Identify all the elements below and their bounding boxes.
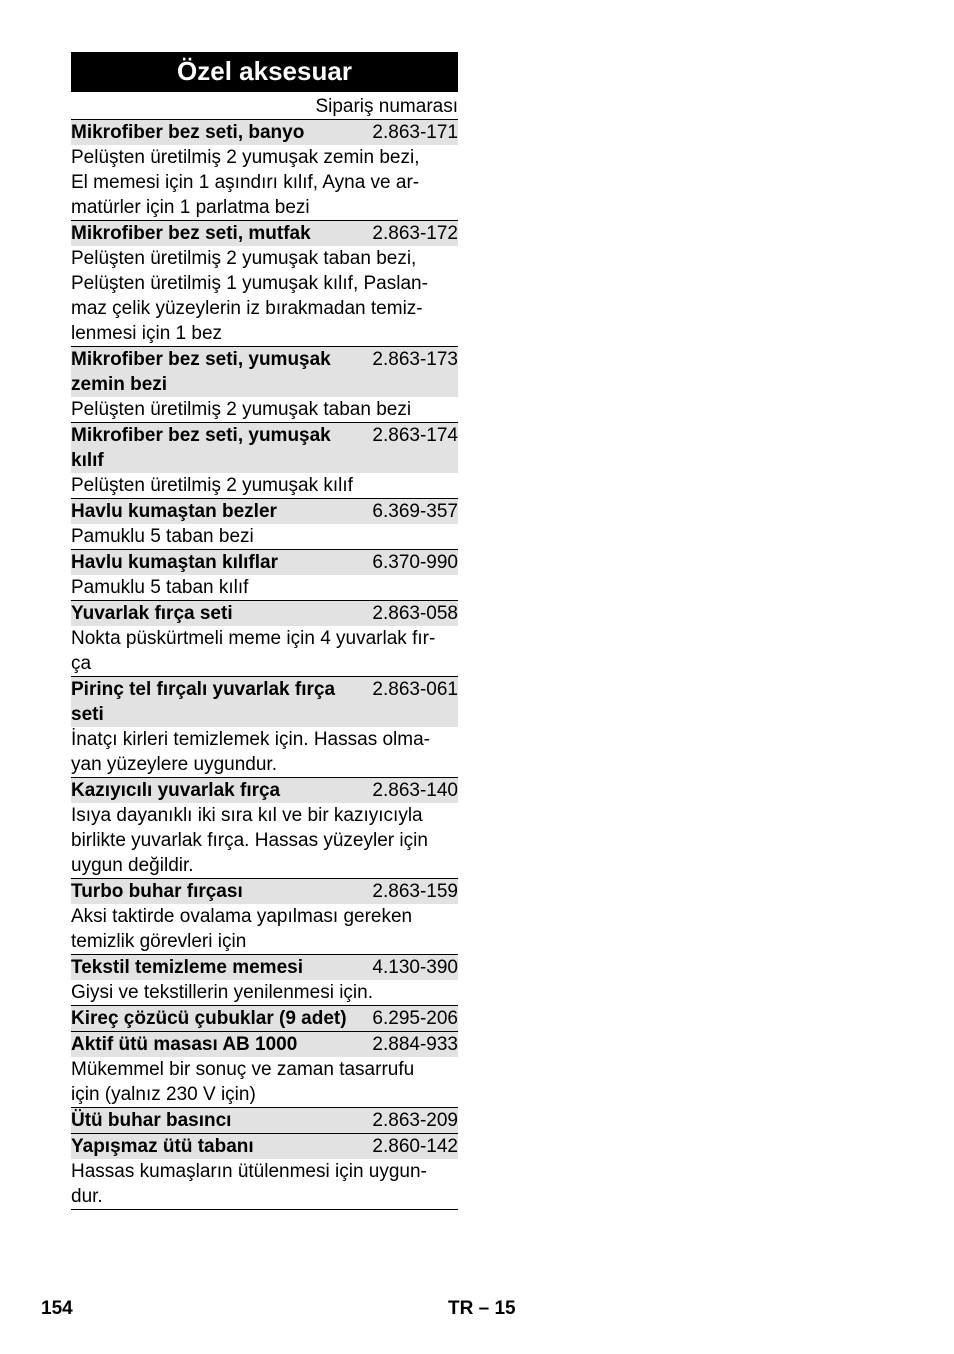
order-number: 2.863-171 (372, 122, 458, 143)
accessory-name: Pirinç tel fırçalı yuvarlak fırça seti (71, 679, 336, 725)
accessory-item (71, 347, 458, 423)
accessory-item-header (71, 120, 458, 145)
accessory-item (71, 601, 458, 677)
accessory-item (71, 499, 458, 550)
order-number-header: Sipariş numarası (71, 92, 458, 120)
order-number: 2.863-159 (372, 881, 458, 902)
accessory-name: Mikrofiber bez seti, banyo (71, 122, 305, 143)
accessory-item (71, 1006, 458, 1032)
accessory-name: Tekstil temizleme memesi (71, 957, 303, 978)
accessory-item-header (71, 1006, 458, 1031)
accessory-name: Turbo buhar fırçası (71, 881, 243, 902)
accessory-item-header (71, 778, 458, 803)
accessory-description-line: için (yalnız 230 V için) (71, 1084, 256, 1105)
accessory-description-line: Hassas kumaşların ütülenmesi için uygun- (71, 1161, 427, 1182)
accessory-description-line: Pelüşten üretilmiş 2 yumuşak taban bezi, (71, 248, 417, 269)
accessory-description-line: yan yüzeylere uygundur. (71, 754, 277, 775)
accessory-item-header (71, 550, 458, 575)
accessory-name: Ütü buhar basıncı (71, 1110, 232, 1131)
accessory-name: Havlu kumaştan bezler (71, 501, 277, 522)
section-label: TR – 15 (448, 1298, 516, 1319)
page-number: 154 (41, 1298, 73, 1319)
accessory-column (71, 52, 458, 1210)
accessory-name: Mikrofiber bez seti, yumuşak zemin bezi (71, 349, 331, 395)
accessory-name: Mikrofiber bez seti, mutfak (71, 223, 311, 244)
order-number: 2.860-142 (372, 1136, 458, 1157)
accessory-list (71, 120, 458, 1210)
order-number: 2.863-173 (372, 349, 458, 370)
order-number: 2.863-061 (372, 679, 458, 700)
order-number: 2.863-209 (372, 1110, 458, 1131)
accessory-item (71, 778, 458, 879)
accessory-description-line: Pelüşten üretilmiş 2 yumuşak kılıf (71, 475, 353, 496)
accessory-description-line: maz çelik yüzeylerin iz bırakmadan temiz- (71, 298, 423, 319)
accessory-name: Kazıyıcılı yuvarlak fırça (71, 780, 281, 801)
accessory-item-header (71, 347, 458, 397)
order-number: 2.884-933 (372, 1034, 458, 1055)
accessory-item (71, 120, 458, 221)
accessory-item-header (71, 1134, 458, 1159)
accessory-description-line: Giysi ve tekstillerin yenilenmesi için. (71, 982, 373, 1003)
order-number: 6.295-206 (372, 1008, 458, 1029)
accessory-description-line: Nokta püskürtmeli meme için 4 yuvarlak fır- (71, 628, 436, 649)
accessory-description-line: ça (71, 653, 92, 674)
order-number: 6.369-357 (372, 501, 458, 522)
accessory-item-header (71, 677, 458, 727)
accessory-item (71, 1134, 458, 1210)
accessory-name: Yapışmaz ütü tabanı (71, 1136, 254, 1157)
accessory-item (71, 423, 458, 499)
accessory-description-line: temizlik görevleri için (71, 931, 247, 952)
accessory-description-line: Pamuklu 5 taban kılıf (71, 577, 249, 598)
accessory-item-header (71, 1108, 458, 1133)
accessory-description-line: Pelüşten üretilmiş 2 yumuşak taban bezi (71, 399, 412, 420)
accessory-description-line: lenmesi için 1 bez (71, 323, 223, 344)
accessory-description-line: uygun değildir. (71, 855, 194, 876)
accessory-description-line: Pelüşten üretilmiş 1 yumuşak kılıf, Paslan- (71, 273, 428, 294)
accessory-description-line: El memesi için 1 aşındırı kılıf, Ayna ve ar- (71, 172, 420, 193)
accessory-item-header (71, 423, 458, 473)
accessory-description-line: İnatçı kirleri temizlemek için. Hassas olma- (71, 729, 430, 750)
accessory-item (71, 550, 458, 601)
page-title: Özel aksesuar (71, 52, 458, 92)
accessory-item-header (71, 221, 458, 246)
accessory-description-line: dur. (71, 1186, 103, 1207)
accessory-description-line: Pamuklu 5 taban bezi (71, 526, 254, 547)
accessory-item (71, 1032, 458, 1108)
accessory-description-line: birlikte yuvarlak fırça. Hassas yüzeyler için (71, 830, 428, 851)
accessory-item-header (71, 1032, 458, 1057)
accessory-description-line: matürler için 1 parlatma bezi (71, 197, 310, 218)
accessory-item-header (71, 601, 458, 626)
accessory-item-header (71, 879, 458, 904)
accessory-description-line: Mükemmel bir sonuç ve zaman tasarrufu (71, 1059, 415, 1080)
accessory-name: Kireç çözücü çubuklar (9 adet) (71, 1008, 347, 1029)
accessory-description-line: Isıya dayanıklı iki sıra kıl ve bir kazıyıcıyla (71, 805, 423, 826)
order-number: 2.863-172 (372, 223, 458, 244)
accessory-name: Yuvarlak fırça seti (71, 603, 233, 624)
accessory-description-line: Pelüşten üretilmiş 2 yumuşak zemin bezi, (71, 147, 420, 168)
order-number: 4.130-390 (372, 957, 458, 978)
accessory-item (71, 955, 458, 1006)
accessory-item-header (71, 955, 458, 980)
accessory-name: Mikrofiber bez seti, yumuşak kılıf (71, 425, 331, 471)
accessory-name: Havlu kumaştan kılıflar (71, 552, 278, 573)
accessory-item (71, 1108, 458, 1134)
order-number: 2.863-140 (372, 780, 458, 801)
accessory-description-line: Aksi taktirde ovalama yapılması gereken (71, 906, 413, 927)
accessory-item (71, 879, 458, 955)
accessory-item-header (71, 499, 458, 524)
order-number: 2.863-174 (372, 425, 458, 446)
accessory-item (71, 221, 458, 347)
order-number: 2.863-058 (372, 603, 458, 624)
accessory-name: Aktif ütü masası AB 1000 (71, 1034, 298, 1055)
order-number: 6.370-990 (372, 552, 458, 573)
accessory-item (71, 677, 458, 778)
